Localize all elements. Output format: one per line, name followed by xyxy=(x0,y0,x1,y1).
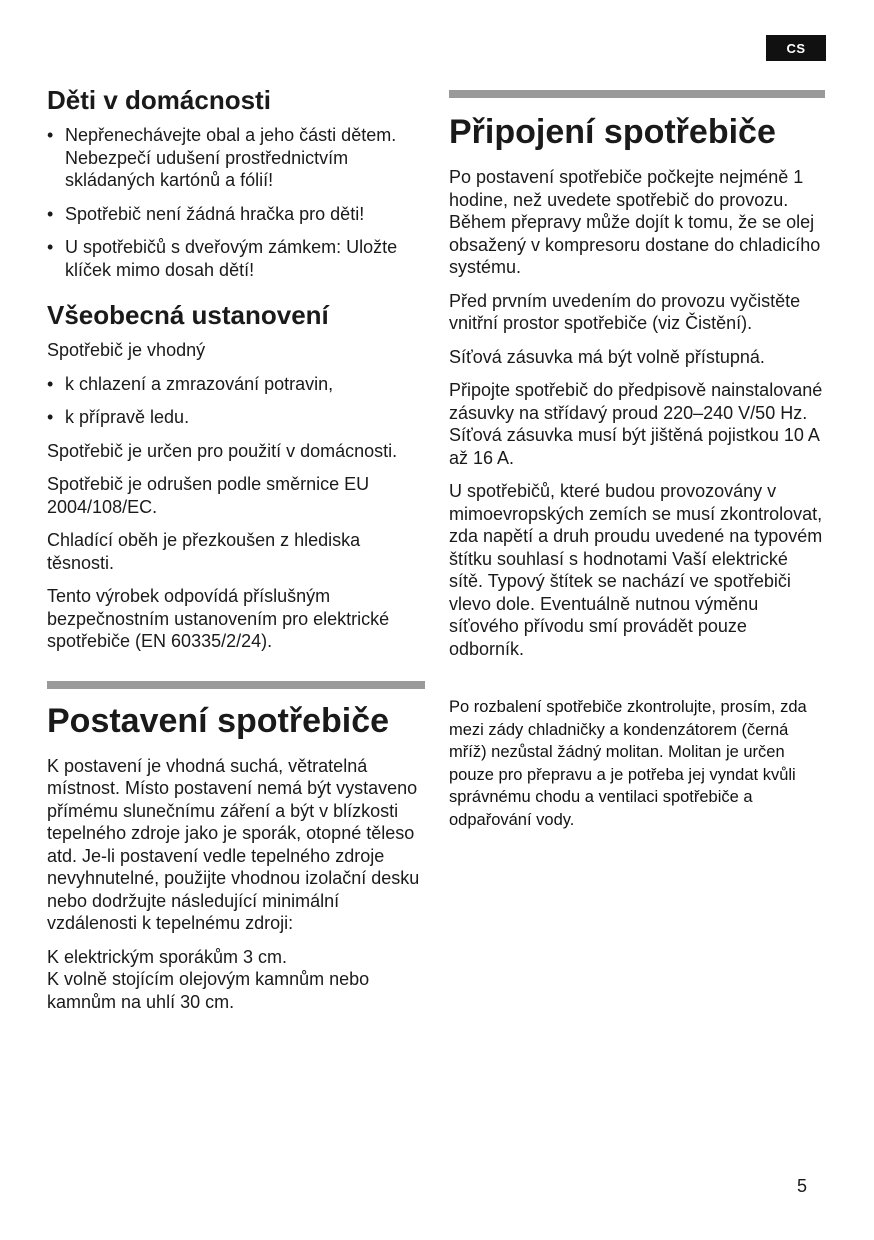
language-badge: CS xyxy=(766,35,826,61)
left-column xyxy=(47,84,425,1024)
paragraph: Spotřebič je odrušen podle směrnice EU 2004/108/EC. xyxy=(47,474,370,517)
paragraph: Před prvním uvedením do provozu vyčistěte vnitřní prostor spotřebiče (viz Čistění). xyxy=(449,290,801,333)
children-heading: Děti v domácnosti xyxy=(47,85,271,115)
paragraph: Po postavení spotřebiče počkejte nejméně 1 hodine, než uvedete spotřebič do provozu. Během přepravy může dojít k tomu, že se olej obsažený v kompresoru dostane do chladicího systému. xyxy=(449,167,821,277)
page-number: 5 xyxy=(797,1176,808,1196)
paragraph: K postavení je vhodná suchá, větratelná místnost. Místo postavení nemá být vystaveno přímému slunečnímu záření a být v blízkosti tepelného zdroje jako je sporák, otopné těleso atd. Je-li postavení vedle tepelného zdroje nevyhnutelné, použijte vhodnou izolační desku nebo dodržujte následující minimální vzdálenosti k tepelnému zdroji: xyxy=(47,755,420,933)
paragraph: K elektrickým sporákům 3 cm. K volně stojícím olejovým kamnům nebo kamnům na uhlí 30 cm. xyxy=(47,946,370,1012)
general-bullet-list xyxy=(47,373,425,429)
section-divider xyxy=(449,90,825,98)
list-item: • k chlazení a zmrazování potravin, xyxy=(47,373,425,396)
section-divider xyxy=(47,681,425,689)
paragraph: Spotřebič je určen pro použití v domácnosti. xyxy=(47,440,398,461)
section-children xyxy=(47,84,425,281)
paragraph: Síťová zásuvka má být volně přístupná. xyxy=(449,346,765,367)
paragraph: Chladící oběh je přezkoušen z hlediska těsnosti. xyxy=(47,530,361,573)
paragraph: Připojte spotřebič do předpisově nainstalované zásuvky na střídavý proud 220–240 V/50 Hz. Síťová zásuvka musí být jištěná pojistkou 10 A až 16 A. xyxy=(449,380,823,468)
list-item: • Nepřenechávejte obal a jeho části dětem. Nebezpečí udušení prostřednictvím skládaných kartónů a fólií! xyxy=(47,124,425,192)
paragraph: Tento výrobek odpovídá příslušným bezpečnostním ustanovením pro elektrické spotřebiče (EN 60335/2/24). xyxy=(47,586,390,651)
general-intro: Spotřebič je vhodný xyxy=(47,340,206,360)
paragraph: U spotřebičů, které budou provozovány v mimoevropských zemích se musí zkontrolovat, zda napětí a druh proudu uvedené na typovém štítku souhlasí s hodnotami Vaší elektrické sítě. Typový štítek se nachází ve spotřebiči vlevo dole. Eventuálně nutnou výměnu síťového přívodu smí provádět pouze odborník. xyxy=(449,481,823,659)
section-connection xyxy=(449,90,825,660)
list-item: • U spotřebičů s dveřovým zámkem: Uložte klíček mimo dosah dětí! xyxy=(47,236,425,281)
section-general xyxy=(47,299,425,653)
list-item: • Spotřebič není žádná hračka pro děti! xyxy=(47,203,425,226)
section-placement xyxy=(47,681,425,1014)
right-column xyxy=(449,90,825,831)
list-item: • k přípravě ledu. xyxy=(47,406,425,429)
children-bullet-list xyxy=(47,124,425,281)
connection-heading: Připojení spotřebiče xyxy=(449,113,776,151)
general-heading: Všeobecná ustanovení xyxy=(47,300,329,330)
unpacking-note: Po rozbalení spotřebiče zkontrolujte, prosím, zda mezi zády chladničky a kondenzátorem (černá mříž) nezůstal žádný molitan. Molitan je určen pouze pro přepravu a je potřeba jej vyndat kvůli správnému chodu a ventilaci spotřebiče a odpařování vody. xyxy=(449,698,807,829)
placement-heading: Postavení spotřebiče xyxy=(47,701,390,740)
